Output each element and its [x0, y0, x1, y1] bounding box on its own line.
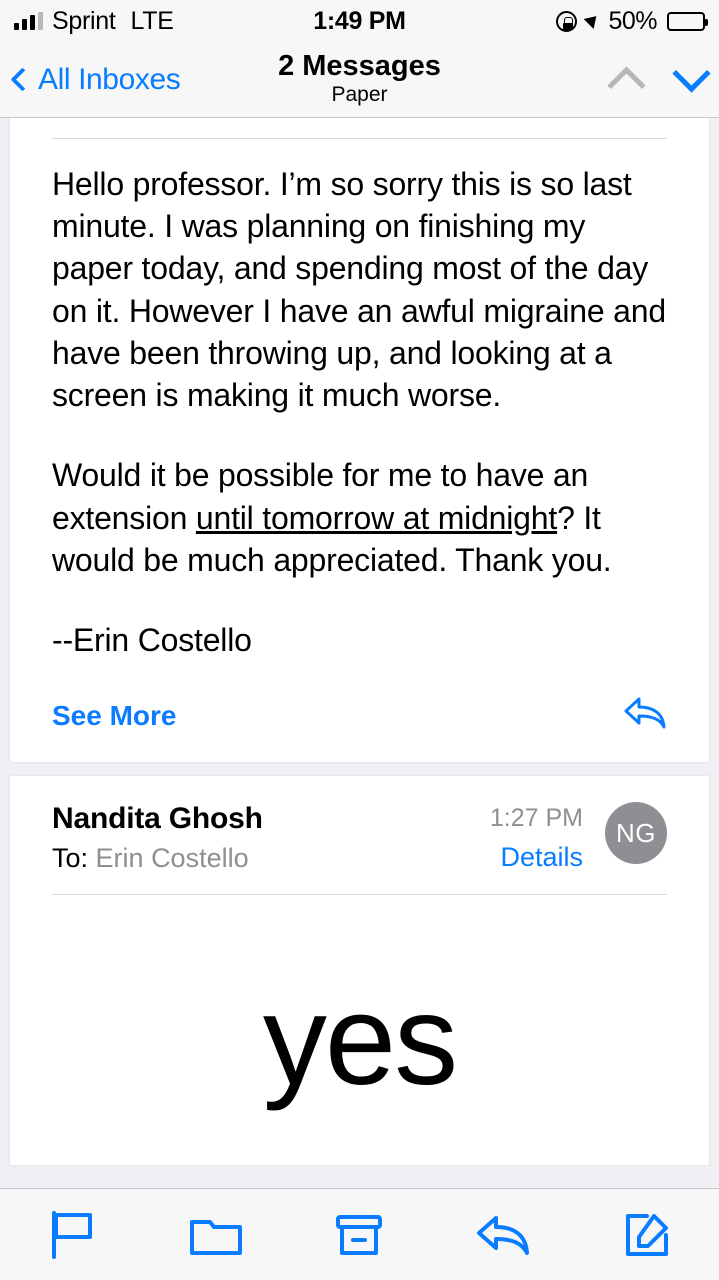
- chevron-left-icon: [10, 67, 34, 91]
- status-bar: [0, 0, 719, 42]
- message-1-footer: [52, 661, 667, 762]
- message-thread-scroll-area[interactable]: [0, 118, 719, 1188]
- message-card-1[interactable]: [10, 118, 709, 762]
- flag-icon[interactable]: [32, 1201, 112, 1269]
- battery-percent-label: 50%: [608, 6, 657, 35]
- reply-icon[interactable]: [463, 1201, 543, 1269]
- signal-bars-icon: [14, 12, 43, 30]
- message-2-to-label: To:: [52, 843, 89, 874]
- see-more-button[interactable]: See More: [52, 699, 177, 731]
- message-2-timestamp: 1:27 PM: [489, 804, 583, 833]
- message-1-body: [52, 139, 667, 661]
- navigation-bar: [0, 42, 719, 118]
- navigation-bar-right: [613, 66, 705, 93]
- message-2-to-value: Erin Costello: [95, 843, 249, 874]
- carrier-label: Sprint: [52, 6, 116, 35]
- page-subtitle: Paper: [331, 83, 388, 107]
- status-bar-clock: 1:49 PM: [313, 6, 406, 35]
- message-2-header: [52, 776, 667, 874]
- compose-icon[interactable]: [607, 1201, 687, 1269]
- battery-icon: [667, 12, 705, 31]
- page-title: 2 Messages: [278, 49, 441, 82]
- message-1-paragraph-2: Would it be possible for me to have an extension until tomorrow at midnight? It would be much appreciated. Thank you.: [52, 457, 612, 578]
- message-1-underlined-phrase: until tomorrow at midnight: [195, 499, 558, 536]
- avatar: NG: [605, 802, 667, 864]
- folder-icon[interactable]: [176, 1201, 256, 1269]
- reply-arrow-icon[interactable]: [623, 695, 667, 736]
- back-button-label: All Inboxes: [38, 62, 181, 96]
- status-bar-left: [14, 7, 174, 36]
- next-message-button[interactable]: [672, 54, 710, 92]
- location-arrow-icon: [584, 11, 602, 29]
- message-1-paragraph-1: Hello professor. I’m so sorry this is so last minute. I was planning on finishing my paper today, and spending most of the day on it. However I have an awful migraine and have been throwing up, and looking at a screen is making it much worse.: [52, 166, 666, 414]
- back-to-all-inboxes-button[interactable]: [14, 63, 180, 97]
- message-card-2[interactable]: [10, 776, 709, 1165]
- message-2-sender: Nandita Ghosh: [52, 802, 263, 836]
- status-bar-right: [556, 7, 705, 36]
- message-2-details-link[interactable]: Details: [500, 842, 583, 873]
- archive-icon[interactable]: [319, 1201, 399, 1269]
- previous-message-button[interactable]: [607, 66, 645, 104]
- message-2-body: yes: [262, 969, 457, 1113]
- message-1-signature: --Erin Costello: [52, 622, 252, 659]
- lock-rotation-icon: [556, 11, 577, 32]
- bottom-toolbar: [0, 1188, 719, 1280]
- network-type-label: LTE: [130, 6, 174, 35]
